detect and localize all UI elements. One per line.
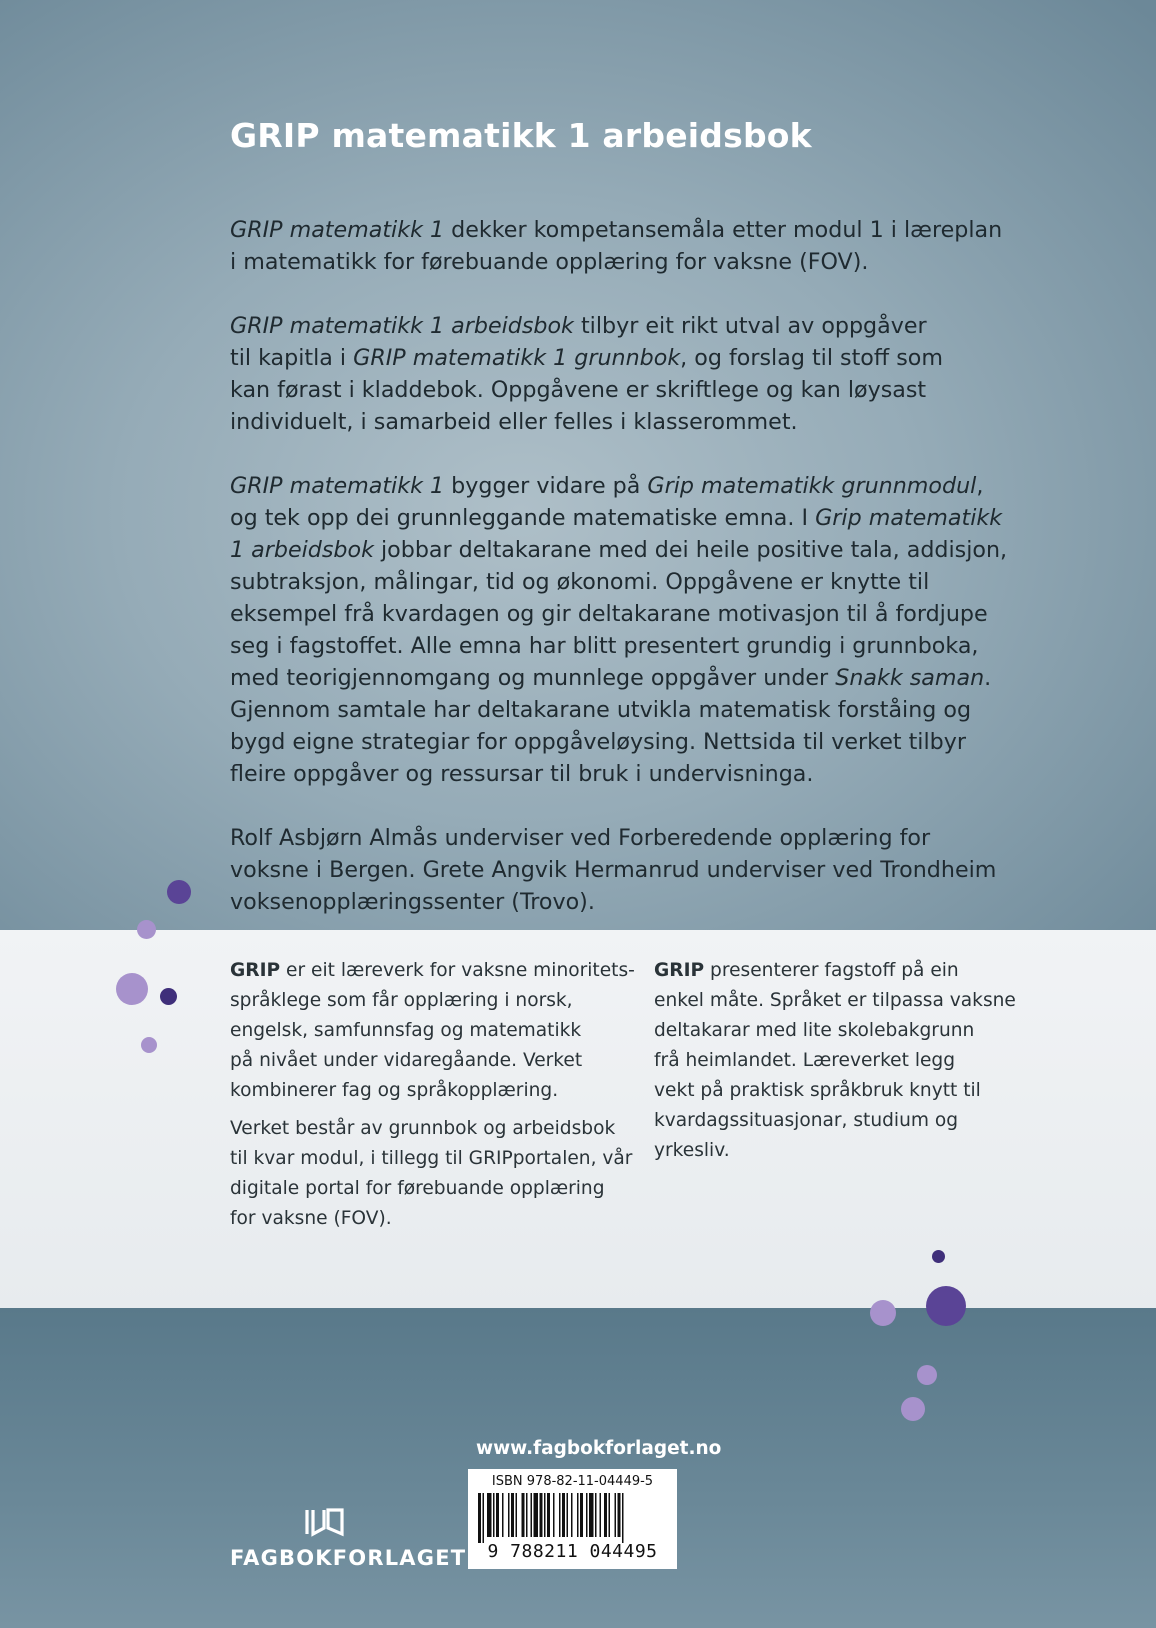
decorative-dot xyxy=(932,1250,945,1263)
barcode-bar xyxy=(577,1493,579,1537)
barcode-bars xyxy=(478,1493,667,1543)
barcode-bar xyxy=(589,1493,594,1537)
barcode-bar xyxy=(580,1493,583,1537)
italic-title: Grip matematikk grunnmodul xyxy=(647,473,977,499)
barcode-bar xyxy=(595,1493,597,1537)
barcode-bar xyxy=(547,1493,550,1537)
barcode-bar xyxy=(534,1493,539,1537)
italic-title: Snakk saman xyxy=(835,665,985,691)
decorative-dot xyxy=(917,1365,937,1385)
paragraph-2: GRIP matematikk 1 arbeidsbok tilbyr eit rikt utval av oppgåver til kapitla i GRIP matematikk 1 grunnbok, og forslag til stoff som kan førast i kladdebok. Oppgåvene er skriftlege og kan løysast individuelt, i samarbeid eller felles i klasserommet. xyxy=(230,313,943,435)
italic-title: GRIP matematikk 1 grunnbok xyxy=(353,345,681,371)
author-paragraph: Rolf Asbjørn Almås underviser ved Forberedende opplæring for voksne i Bergen. Grete Angvik Hermanrud underviser ved Trondheim voksenopplæringssenter (Trovo). xyxy=(230,825,997,915)
barcode-bar xyxy=(508,1493,510,1537)
italic-title: 1 arbeidsbok xyxy=(230,537,374,563)
barcode-bar xyxy=(562,1493,565,1537)
paragraph-1: GRIP matematikk 1 dekker kompetansemåla etter modul 1 i læreplan i matematikk for førebuande opplæring for vaksne (FOV). xyxy=(230,217,1003,275)
left-column xyxy=(230,956,635,1242)
barcode-bar xyxy=(571,1493,573,1537)
barcode-bar xyxy=(487,1493,492,1537)
barcode-bar xyxy=(493,1493,495,1537)
barcode-bar xyxy=(553,1493,555,1537)
decorative-dot xyxy=(901,1397,925,1421)
right-column xyxy=(654,956,1016,1174)
barcode-bar xyxy=(496,1493,499,1537)
italic-title: Grip matematikk xyxy=(815,505,1003,531)
barcode-bar xyxy=(559,1493,561,1537)
barcode-bar xyxy=(609,1493,611,1537)
italic-title: GRIP matematikk 1 xyxy=(230,217,445,243)
decorative-dot xyxy=(926,1286,966,1326)
barcode-bar xyxy=(567,1493,569,1537)
barcode-bar xyxy=(522,1493,525,1537)
decorative-dot xyxy=(137,920,156,939)
decorative-dot xyxy=(167,880,191,904)
isbn-text: ISBN 978-82-11-04449-5 xyxy=(491,1474,654,1489)
decorative-dot xyxy=(141,1037,157,1053)
barcode-bar xyxy=(502,1493,504,1537)
barcode-bar xyxy=(544,1493,546,1537)
bottom-background xyxy=(0,1308,1156,1628)
left-paragraph-2: Verket består av grunnbok og arbeidsbok til kvar modul, i tillegg til GRIPportalen, vår digitale portal for førebuande opplæring for vaksne (FOV). xyxy=(230,1118,633,1229)
barcode-bar xyxy=(516,1493,518,1537)
barcode-bar xyxy=(615,1493,617,1537)
barcode xyxy=(468,1469,677,1569)
barcode-bar xyxy=(604,1493,607,1537)
barcode-bar xyxy=(586,1493,588,1537)
description xyxy=(230,214,1010,918)
right-paragraph: GRIP presenterer fagstoff på ein enkel måte. Språket er tilpassa vaksne deltakarar med lite skolebakgrunn frå heimlandet. Læreverket legg vekt på praktisk språkbruk knytt til kvardagssituasjonar, studium og yrkesliv. xyxy=(654,960,1016,1161)
italic-title: GRIP matematikk 1 xyxy=(230,473,445,499)
barcode-bar xyxy=(540,1493,543,1537)
barcode-bar xyxy=(483,1493,485,1543)
italic-title: GRIP matematikk 1 arbeidsbok xyxy=(230,313,574,339)
fagbokforlaget-logo-icon xyxy=(304,1506,346,1538)
left-paragraph-1: GRIP er eit læreverk for vaksne minoritets- språklege som får opplæring i norsk, engelsk, samfunnsfag og matematikk på nivået under vidaregåande. Verket kombinerer fag og språkopplæring. xyxy=(230,960,635,1101)
publisher-name: FAGBOKFORLAGET xyxy=(230,1546,467,1570)
barcode-bar xyxy=(618,1493,621,1537)
barcode-bar xyxy=(622,1493,624,1543)
book-title: GRIP matematikk 1 arbeidsbok xyxy=(230,116,812,155)
barcode-bar xyxy=(511,1493,514,1537)
decorative-dot xyxy=(870,1300,896,1326)
barcode-number: 9 788211 044495 xyxy=(487,1541,658,1562)
barcode-bar xyxy=(531,1493,533,1537)
barcode-bar xyxy=(478,1493,481,1543)
decorative-dot xyxy=(160,988,177,1005)
website-url: www.fagbokforlaget.no xyxy=(476,1438,722,1459)
decorative-dot xyxy=(116,973,148,1005)
paragraph-3: GRIP matematikk 1 bygger vidare på Grip matematikk grunnmodul, og tek opp dei grunnleggande matematiske emna. I Grip matematikk 1 arbeidsbok jobbar deltakarane med dei heile positive tala, addisjon, subtraksjon, målingar, tid og økonomi. Oppgåvene er knytte til eksempel frå kvardagen og gir deltakarane motivasjon til å fordjupe seg i fagstoffet. Alle emna har blitt presentert grundig i grunnboka, med teorigjennomgang og munnlege oppgåver under Snakk saman. Gjennom samtale har deltakarane utvikla matematisk forståing og bygd eigne strategiar for oppgåveløysing. Nettsida til verket tilbyr fleire oppgåver og ressursar til bruk i undervisninga. xyxy=(230,473,1008,787)
barcode-bar xyxy=(600,1493,602,1537)
barcode-bar xyxy=(526,1493,528,1537)
